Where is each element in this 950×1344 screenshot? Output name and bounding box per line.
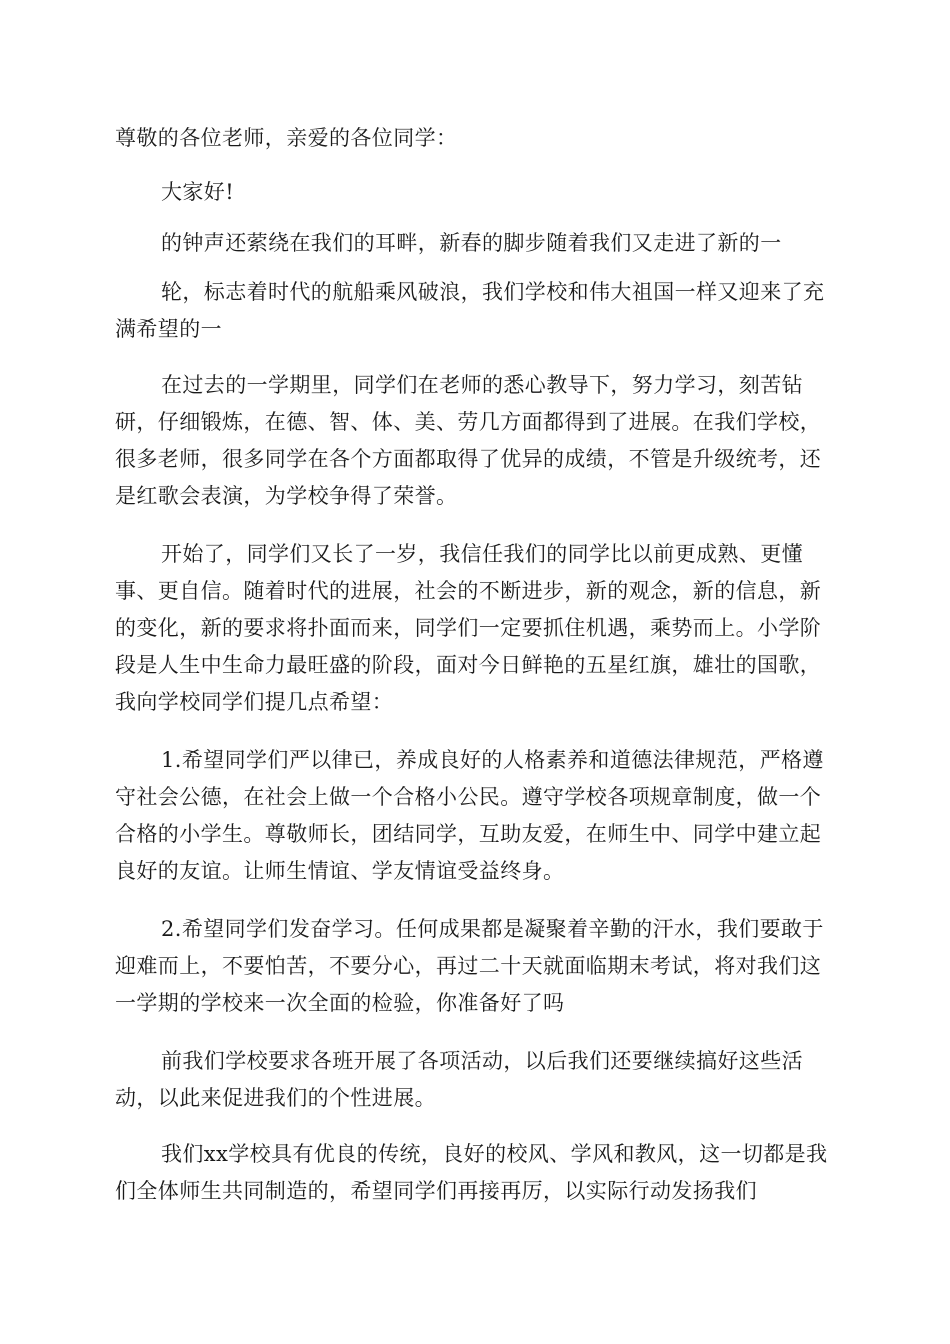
paragraph-2: 轮，标志着时代的航船乘风破浪，我们学校和伟大祖国一样又迎来了充满希望的一 <box>115 280 825 341</box>
paragraph-8: 我们xx学校具有优良的传统，良好的校风、学风和教风，这一切都是我们全体师生共同制造的，希望同学们再接再厉，以实际行动发扬我们 <box>115 1142 828 1203</box>
paragraph-4: 开始了，同学们又长了一岁，我信任我们的同学比以前更成熟、更懂事、更自信。随着时代的进展，社会的不断进步，新的观念，新的信息，新的变化，新的要求将扑面而来，同学们一定要抓住机遇，乘势而上。小学阶段是人生中生命力最旺盛的阶段，面对今日鲜艳的五星红旗，雄壮的国歌，我向学校同学们提几点希望： <box>115 542 822 714</box>
paragraph-1: 的钟声还萦绕在我们的耳畔，新春的脚步随着我们又走进了新的一 <box>161 231 782 255</box>
greeting-line: 尊敬的各位老师，亲爱的各位同学： <box>115 126 458 150</box>
paragraph-3: 在过去的一学期里，同学们在老师的悉心教导下，努力学习，刻苦钻研，仔细锻炼，在德、智、体、美、劳几方面都得到了进展。在我们学校，很多老师，很多同学在各个方面都取得了优异的成绩，不管是升级统考，还是红歌会表演，为学校争得了荣誉。 <box>115 373 822 508</box>
paragraph-7: 前我们学校要求各班开展了各项活动，以后我们还要继续搞好这些活动，以此来促进我们的个性进展。 <box>115 1049 803 1110</box>
paragraph-6: 2.希望同学们发奋学习。任何成果都是凝聚着辛勤的汗水，我们要敢于迎难而上，不要怕苦，不要分心，再过二十天就面临期末考试，将对我们这一学期的学校来一次全面的检验，你准备好了吗 <box>115 917 824 1015</box>
paragraph-5: 1.希望同学们严以律已，养成良好的人格素养和道德法律规范，严格遵守社会公德，在社会上做一个合格小公民。遵守学校各项规章制度，做一个合格的小学生。尊敬师长，团结同学，互助友爱，在师生中、同学中建立起良好的友谊。让师生情谊、学友情谊受益终身。 <box>115 748 824 883</box>
hello-line: 大家好! <box>161 180 235 204</box>
